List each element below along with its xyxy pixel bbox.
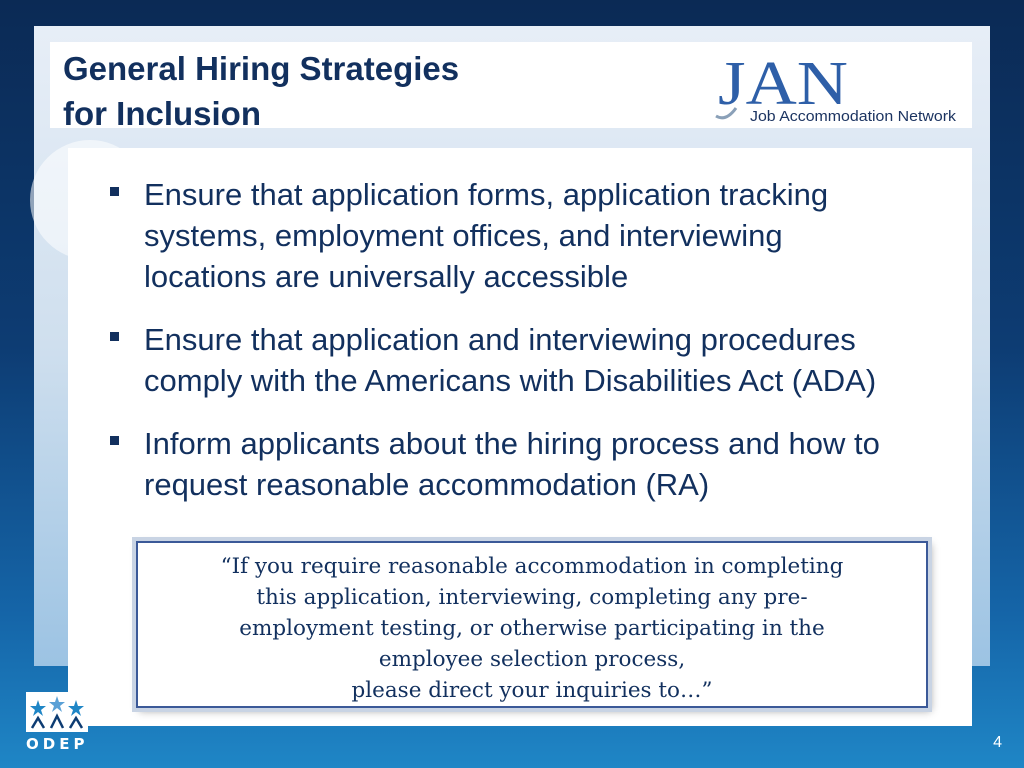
square-bullet-icon	[110, 187, 119, 196]
bullet-3-line-2: request reasonable accommodation (RA)	[144, 467, 710, 502]
bullet-1-line-1: Ensure that application forms, application tracking	[144, 177, 829, 212]
bullet-2-line-1: Ensure that application and interviewing procedures	[144, 322, 856, 357]
bullet-3-line-1: Inform applicants about the hiring process and how to	[144, 426, 880, 461]
bullet-item	[104, 174, 964, 297]
odep-logo-text: ODEP	[26, 735, 89, 753]
quote-line-3: employment testing, or otherwise participating in the	[239, 616, 825, 641]
slide-title-line-2: for Inclusion	[63, 95, 261, 132]
slide-title	[63, 46, 459, 136]
quote-line-5: please direct your inquiries to…”	[351, 678, 713, 703]
quote-line-1: “If you require reasonable accommodation in completing	[220, 554, 844, 579]
title-bar	[50, 42, 972, 132]
square-bullet-icon	[110, 332, 119, 341]
square-bullet-icon	[110, 436, 119, 445]
bullet-item	[104, 423, 964, 505]
odep-logo	[22, 692, 94, 758]
bullet-1-line-2: systems, employment offices, and interviewing	[144, 218, 783, 253]
jan-logo	[712, 46, 962, 124]
quote-line-4: employee selection process,	[378, 647, 686, 672]
jan-logo-tagline: Job Accommodation Network	[750, 109, 957, 124]
bullet-item	[104, 319, 964, 401]
bullet-list	[104, 174, 964, 527]
quote-line-2: this application, interviewing, completing any pre-	[256, 585, 808, 610]
bullet-2-line-2: comply with the Americans with Disabilities Act (ADA)	[144, 363, 877, 398]
quote-box	[136, 541, 928, 708]
bullet-1-line-3: locations are universally accessible	[144, 259, 629, 294]
slide-title-line-1: General Hiring Strategies	[63, 50, 460, 87]
page-number: 4	[993, 734, 1002, 751]
people-stars-icon	[26, 692, 88, 732]
jan-logo-mark: JAN	[718, 50, 848, 118]
